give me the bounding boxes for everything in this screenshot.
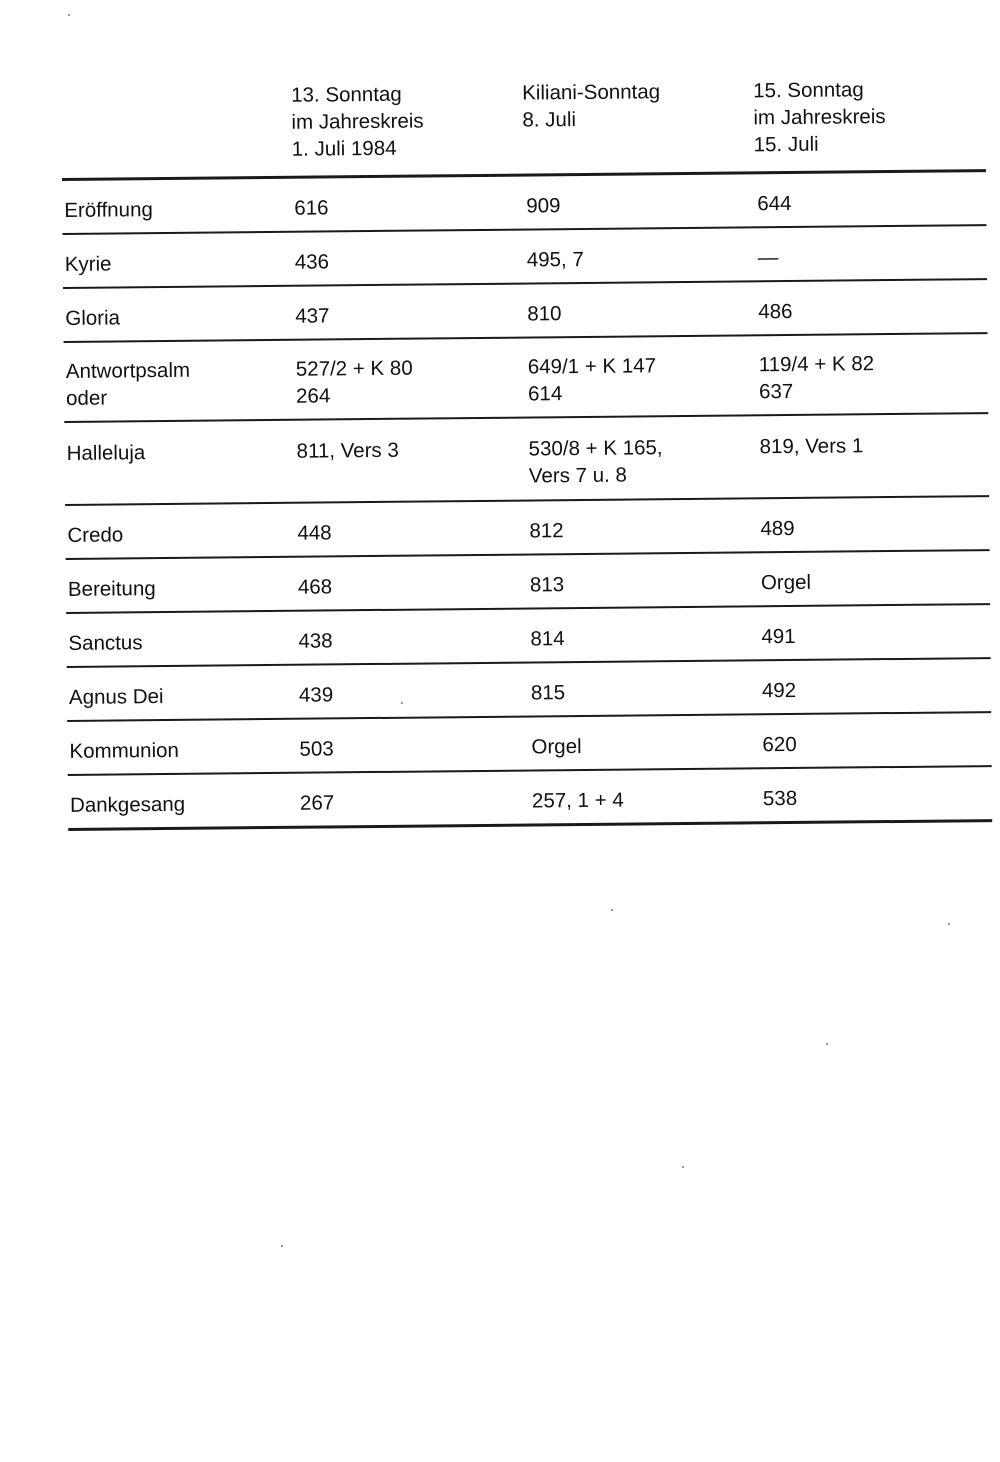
table-row bbox=[6, 783, 1000, 817]
cell-13-sonntag: 503 bbox=[299, 737, 334, 761]
scan-speck bbox=[281, 1245, 283, 1247]
scan-speck bbox=[401, 702, 403, 704]
cell-15-sonntag: 644 bbox=[757, 191, 792, 216]
cell-13-sonntag: 448 bbox=[297, 521, 332, 545]
row-label: Kyrie bbox=[64, 252, 112, 276]
cell-kiliani-sonntag: 495, 7 bbox=[526, 247, 584, 272]
table-row bbox=[4, 567, 1000, 601]
row-label: Halleluja bbox=[66, 441, 146, 465]
table-row bbox=[5, 675, 1000, 709]
row-divider bbox=[66, 603, 990, 614]
cell-kiliani-sonntag: 649/1 + K 147 614 bbox=[527, 354, 657, 406]
cell-15-sonntag: 486 bbox=[758, 299, 793, 324]
cell-kiliani-sonntag: 813 bbox=[529, 573, 565, 597]
row-divider bbox=[67, 657, 991, 668]
cell-15-sonntag: 538 bbox=[762, 786, 798, 811]
scan-speck bbox=[682, 1166, 684, 1168]
table-row bbox=[2, 349, 1000, 410]
header-rule bbox=[62, 169, 986, 180]
cell-13-sonntag: 616 bbox=[294, 196, 329, 220]
row-divider bbox=[66, 549, 990, 560]
cell-15-sonntag: 492 bbox=[761, 678, 797, 703]
cell-13-sonntag: 468 bbox=[297, 575, 333, 599]
table-row bbox=[5, 729, 1000, 763]
cell-kiliani-sonntag: 810 bbox=[527, 302, 562, 326]
cell-kiliani-sonntag: 815 bbox=[530, 681, 566, 705]
table-row bbox=[2, 431, 1000, 488]
column-header-15-sonntag: 15. Sonntag im Jahreskreis 15. Juli bbox=[753, 78, 886, 157]
table-row bbox=[4, 621, 1000, 655]
row-divider bbox=[64, 332, 988, 343]
column-header-13-sonntag: 13. Sonntag im Jahreskreis 1. Juli 1984 bbox=[291, 82, 424, 161]
row-label: Sanctus bbox=[68, 631, 143, 655]
cell-15-sonntag: 819, Vers 1 bbox=[759, 434, 864, 459]
cell-15-sonntag: 489 bbox=[760, 516, 795, 541]
cell-15-sonntag: — bbox=[757, 246, 779, 270]
row-divider bbox=[63, 224, 987, 235]
row-label: Dankgesang bbox=[69, 792, 186, 817]
scan-speck bbox=[948, 923, 950, 925]
table-row bbox=[1, 242, 1000, 276]
row-divider bbox=[68, 765, 992, 776]
row-label: Antwortpsalm oder bbox=[65, 358, 191, 410]
row-divider bbox=[63, 278, 987, 289]
row-label: Agnus Dei bbox=[68, 685, 164, 709]
cell-13-sonntag: 439 bbox=[298, 683, 334, 707]
row-label: Eröffnung bbox=[64, 198, 153, 222]
row-divider bbox=[64, 412, 988, 423]
cell-kiliani-sonntag: 530/8 + K 165, Vers 7 u. 8 bbox=[528, 436, 663, 488]
cell-kiliani-sonntag: 909 bbox=[526, 194, 561, 218]
row-label: Bereitung bbox=[67, 577, 156, 601]
scan-speck bbox=[611, 909, 613, 911]
row-label: Kommunion bbox=[69, 738, 179, 763]
cell-13-sonntag: 438 bbox=[298, 629, 333, 653]
row-label: Credo bbox=[67, 523, 124, 547]
row-divider bbox=[65, 495, 989, 506]
cell-13-sonntag: 436 bbox=[294, 250, 330, 274]
cell-15-sonntag: 119/4 + K 82 637 bbox=[758, 352, 875, 404]
cell-kiliani-sonntag: Orgel bbox=[531, 735, 582, 759]
table-row bbox=[0, 188, 1000, 222]
row-divider bbox=[67, 711, 991, 722]
cell-15-sonntag: Orgel bbox=[760, 570, 812, 595]
scan-speck bbox=[68, 14, 70, 16]
scan-speck bbox=[826, 1043, 828, 1045]
cell-15-sonntag: 491 bbox=[761, 624, 796, 649]
cell-13-sonntag: 267 bbox=[299, 791, 335, 815]
table-row bbox=[1, 296, 1000, 330]
cell-13-sonntag: 527/2 + K 80 264 bbox=[295, 356, 413, 408]
table-row bbox=[3, 513, 1000, 547]
cell-kiliani-sonntag: 812 bbox=[529, 519, 564, 543]
cell-kiliani-sonntag: 814 bbox=[530, 627, 565, 651]
table-bottom-rule bbox=[68, 819, 992, 830]
cell-13-sonntag: 811, Vers 3 bbox=[296, 438, 399, 463]
cell-kiliani-sonntag: 257, 1 + 4 bbox=[531, 788, 624, 813]
cell-15-sonntag: 620 bbox=[762, 732, 797, 757]
cell-13-sonntag: 437 bbox=[295, 304, 330, 328]
row-label: Gloria bbox=[65, 306, 121, 330]
column-header-kiliani-sonntag: Kiliani-Sonntag 8. Juli bbox=[522, 80, 661, 132]
